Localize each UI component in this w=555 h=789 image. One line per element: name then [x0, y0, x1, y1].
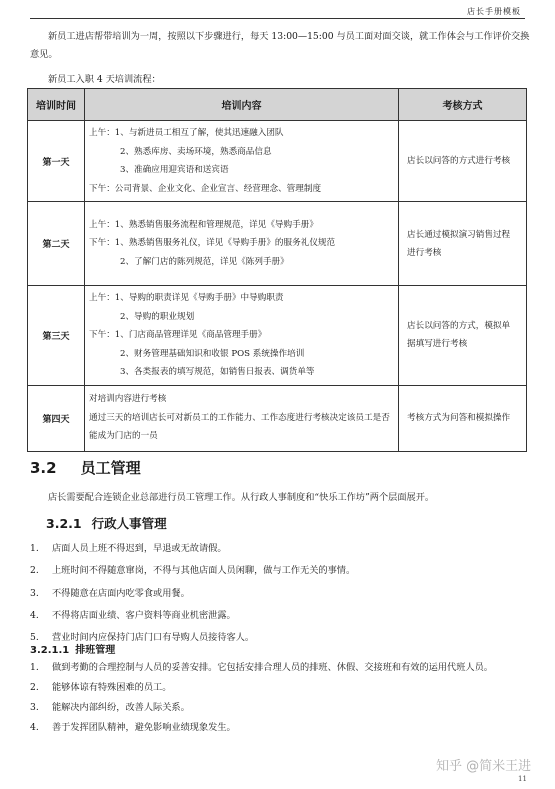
- table-header-row: [28, 89, 527, 121]
- list-item: 2. 能够体谅有特殊困难的员工。: [30, 678, 535, 698]
- header-title: 店长手册模板: [467, 7, 521, 16]
- section-title: 排班管理: [75, 645, 116, 656]
- list-item: 4. 不得将店面业绩、客户资料等商业机密泄露。: [30, 609, 236, 621]
- list-item-text: 店面人员上班不得迟到，早退或无故请假。: [52, 543, 227, 554]
- content-line: 上午：1、熟悉销售服务流程和管理规范，详见《导购手册》: [89, 219, 318, 230]
- watermark: 知乎 @简米王进: [436, 759, 532, 774]
- list-item-text: 营业时间内应保持门店门口有导购人员接待客人。: [52, 632, 255, 644]
- content-line: 下午：公司背景、企业文化、企业宣言、经营理念、管理制度: [89, 183, 322, 194]
- list-item-text: 能解决内部纠纷，改善人际关系。: [52, 702, 190, 713]
- day-cell: 第四天: [28, 385, 85, 451]
- list-item: 4. 善于发挥团队精神，避免影响业绩现象发生。: [30, 718, 535, 738]
- section-heading-3-2-1-1: [30, 641, 115, 656]
- content-line: 上午：1、与新进员工相互了解，使其迅速融入团队: [89, 128, 284, 138]
- shift-rules-list: [30, 658, 535, 738]
- list-item: 1. 做到考勤的合理控制与人员的妥善安排。它包括安排合理人员的排班、休假、交接班和有效的运用代班人员。: [30, 658, 535, 678]
- section-heading-3-2: [30, 457, 141, 478]
- list-item: 5. 营业时间内应保持门店门口有导购人员接待客人。: [30, 632, 255, 644]
- list-item-text: 不得随意在店面内吃零食或用餐。: [52, 587, 190, 599]
- section-number: 3.2.1.1: [30, 645, 70, 656]
- intro-block: [30, 28, 530, 64]
- list-item-text: 能够体谅有特殊困难的员工。: [52, 682, 172, 693]
- col-header-content: 培训内容: [85, 89, 399, 121]
- page-number: 11: [518, 775, 527, 783]
- content-line: 2、财务管理基础知识和收银 POS 系统操作培训: [120, 348, 305, 359]
- method-cell: 店长以问答的方式，模拟单据填写进行考核: [399, 286, 527, 386]
- list-item: 3. 能解决内部纠纷，改善人际关系。: [30, 698, 535, 718]
- list-item-text: 善于发挥团队精神，避免影响业绩现象发生。: [52, 722, 236, 733]
- list-item: 1. 店面人员上班不得迟到，早退或无故请假。: [30, 543, 227, 554]
- method-cell: 店长通过模拟演习销售过程进行考核: [399, 202, 527, 286]
- content-cell: [85, 286, 399, 386]
- day-cell: 第二天: [28, 202, 85, 286]
- intro-paragraph: 新员工进店帮带培训为一周，按照以下步骤进行，每天 13:00—15:00 与员工面对面交谈，就工作体会与工作评价交换意见。: [30, 31, 530, 60]
- section-number: 3.2: [30, 459, 57, 477]
- method-cell: 考核方式为问答和模拟操作: [399, 385, 527, 451]
- table-row: [28, 286, 527, 386]
- admin-rules-list: [30, 538, 535, 649]
- content-line: 3、准确应用迎宾语和送宾语: [120, 165, 229, 175]
- method-cell: 店长以问答的方式进行考核: [399, 121, 527, 202]
- flow-label: 新员工入职 4 天培训流程：: [48, 74, 161, 85]
- training-table: [27, 88, 527, 452]
- section-title: 行政人事管理: [91, 516, 167, 531]
- section-3-2-paragraph: 店长需要配合连锁企业总部进行员工管理工作。从行政人事制度和“快乐工作坊”两个层面展开。: [48, 492, 435, 503]
- list-item: 3. 不得随意在店面内吃零食或用餐。: [30, 587, 190, 599]
- day-cell: 第一天: [28, 121, 85, 202]
- content-line: 2、了解门店的陈列规范，详见《陈列手册》: [120, 256, 289, 267]
- content-cell: [85, 121, 399, 202]
- list-item-text: 不得将店面业绩、客户资料等商业机密泄露。: [52, 609, 236, 621]
- table-row: [28, 121, 527, 202]
- content-line: 通过三天的培训店长可对新员工的工作能力、工作态度进行考核决定该员工是否能成为门店的一员: [89, 412, 390, 442]
- content-cell: [85, 202, 399, 286]
- content-line: 下午：1、门店商品管理详见《商品管理手册》: [89, 330, 267, 340]
- list-item-text: 做到考勤的合理控制与人员的妥善安排。它包括安排合理人员的排班、休假、交接班和有效的运用代班人员。: [52, 662, 493, 673]
- col-header-time: 培训时间: [28, 89, 85, 121]
- section-title: 员工管理: [80, 459, 141, 477]
- content-line: 下午：1、熟悉销售服务礼仪，详见《导购手册》的服务礼仪规范: [89, 238, 336, 249]
- col-header-method: 考核方式: [399, 89, 527, 121]
- content-line: 2、导购的职业规划: [120, 311, 195, 322]
- content-line: 3、各类报表的填写规范，如销售日报表、调货单等: [120, 367, 315, 377]
- section-heading-3-2-1: [46, 514, 167, 532]
- list-item-text: 上班时间不得随意窜岗，不得与其他店面人员闲聊，做与工作无关的事情。: [52, 565, 356, 577]
- page-header: [30, 0, 525, 19]
- section-number: 3.2.1: [46, 516, 82, 531]
- content-cell: [85, 385, 399, 451]
- table-row: [28, 385, 527, 451]
- list-item: 2. 上班时间不得随意窜岗，不得与其他店面人员闲聊，做与工作无关的事情。: [30, 565, 356, 577]
- content-line: 对培训内容进行考核: [89, 394, 167, 405]
- table-row: [28, 202, 527, 286]
- day-cell: 第三天: [28, 286, 85, 386]
- content-line: 2、熟悉库房、卖场环境，熟悉商品信息: [120, 146, 272, 157]
- content-line: 上午：1、导购的职责详见《导购手册》中导购职责: [89, 293, 284, 303]
